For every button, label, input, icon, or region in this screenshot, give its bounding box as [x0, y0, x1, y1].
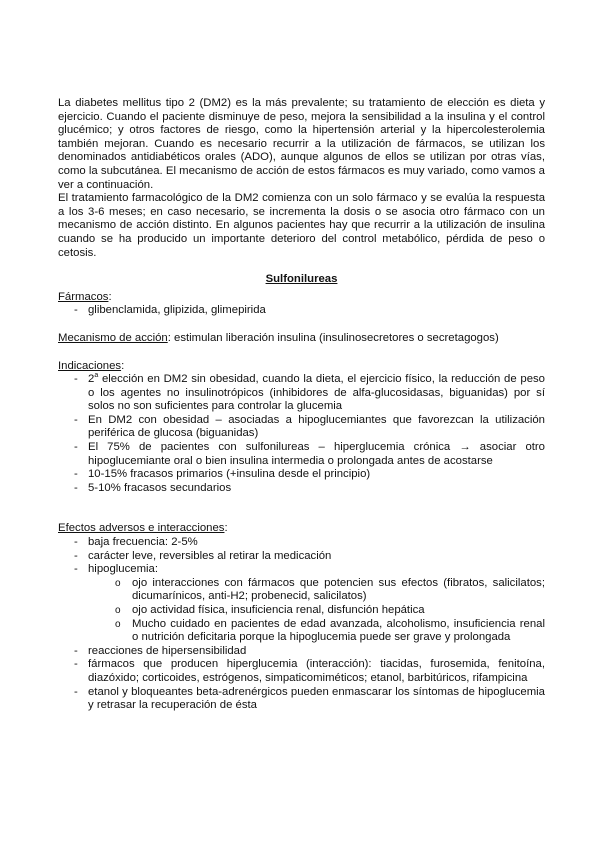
intro-paragraph-2: El tratamiento farmacológico de la DM2 comienza con un solo fármaco y se evalúa la respuesta a los 3-6 meses; en caso necesario, se incrementa la dosis o se asocia otro fármaco con un mecanismo de acción distinto. En algunos pacientes hay que recurrir a la utilización de insulina cuando se ha producido un importante deterioro del control metabólico, pérdida de peso o cetosis.	[58, 192, 545, 259]
intro-paragraph-1: La diabetes mellitus tipo 2 (DM2) es la más prevalente; su tratamiento de elección es dieta y ejercicio. Cuando el paciente disminuye de peso, mejora la sensibilidad a la insulina y el control glucémico; y otros factores de riesgo, como la hipertensión arterial y la hipercolesterolemia también mejoran. Cuando es necesario recurrir a la utilización de fármacos, se utilizan los denominados antidiabéticos orales (ADO), aunque algunos de ellos se utilizan por otras vías, como la subcutánea. El mecanismo de acción de estos fármacos es muy variado, como vamos a ver a continuación.	[58, 97, 545, 191]
sublist-item: o ojo actividad física, insuficiencia renal, disfunción hepática	[132, 604, 545, 618]
efectos-list	[58, 536, 545, 713]
sublist-item: o Mucho cuidado en pacientes de edad avanzada, alcoholismo, insuficiencia renal o nutrición deficitaria porque la hipoglucemia puede ser grave y prolongada	[132, 618, 545, 645]
list-item: - fármacos que producen hiperglucemia (interacción): tiacidas, furosemida, fenitoína, diazóxido; corticoides, estrógenos, simpaticomiméticos; etanol, barbitúricos, rifampicina	[88, 658, 545, 685]
indicaciones-heading: Indicaciones:	[58, 359, 125, 372]
indicacion-text: elección en DM2 sin obesidad, cuando la dieta, el ejercicio físico, la reducción de peso o los agentes no insulinotrópicos (inhibidores de alfa-glucosidasas, biguanidas) por sí solos no son suficientes para controlar la glucemia	[88, 373, 545, 413]
ordinal-number: 2	[88, 373, 95, 386]
mecanismo-text: : estimulan liberación insulina (insulinosecretores o secretagogos)	[167, 331, 499, 344]
mecanismo-line	[58, 332, 545, 346]
hipoglucemia-sublist	[88, 577, 545, 645]
document-body	[58, 97, 545, 713]
mecanismo-label: Mecanismo de acción	[58, 331, 168, 344]
list-item: - 10-15% fracasos primarios (+insulina desde el principio)	[88, 468, 545, 482]
ordinal-suffix: a	[94, 372, 99, 380]
list-item	[88, 373, 545, 414]
efectos-heading: Efectos adversos e interacciones:	[58, 522, 228, 535]
list-item: - etanol y bloqueantes beta-adrenérgicos pueden enmascarar los síntomas de hipoglucemia y retrasar la recuperación de ésta	[88, 686, 545, 713]
list-item	[88, 563, 545, 645]
list-item: - baja frecuencia: 2-5%	[88, 536, 545, 550]
farmacos-list	[58, 304, 545, 318]
list-item: - glibenclamida, glipizida, glimepirida	[88, 304, 545, 318]
list-item: - En DM2 con obesidad – asociadas a hipoglucemiantes que favorezcan la utilización periférica de glucosa (biguanidas)	[88, 414, 545, 441]
indicaciones-list	[58, 373, 545, 495]
list-item: - carácter leve, reversibles al retirar la medicación	[88, 550, 545, 564]
efectos-label: Efectos adversos e interacciones	[58, 522, 225, 535]
indicaciones-label: Indicaciones	[58, 359, 122, 372]
farmacos-label: Fármacos	[58, 290, 109, 303]
sublist-item: o ojo interacciones con fármacos que potencien sus efectos (fibratos, salicilatos; dicumarínicos, anti-H2; probenecid, salicilatos)	[132, 577, 545, 604]
farmacos-heading: Fármacos:	[58, 290, 112, 303]
section-title: Sulfonilureas	[265, 273, 338, 286]
list-item: - reacciones de hipersensibilidad	[88, 645, 545, 659]
list-item: - 5-10% fracasos secundarios	[88, 482, 545, 496]
list-item: - El 75% de pacientes con sulfonilureas – hiperglucemia crónica → asociar otro hipoglucemiante oral o bien insulina intermedia o prolongada antes de acostarse	[88, 441, 545, 468]
hipoglucemia-label: hipoglucemia:	[88, 563, 158, 576]
